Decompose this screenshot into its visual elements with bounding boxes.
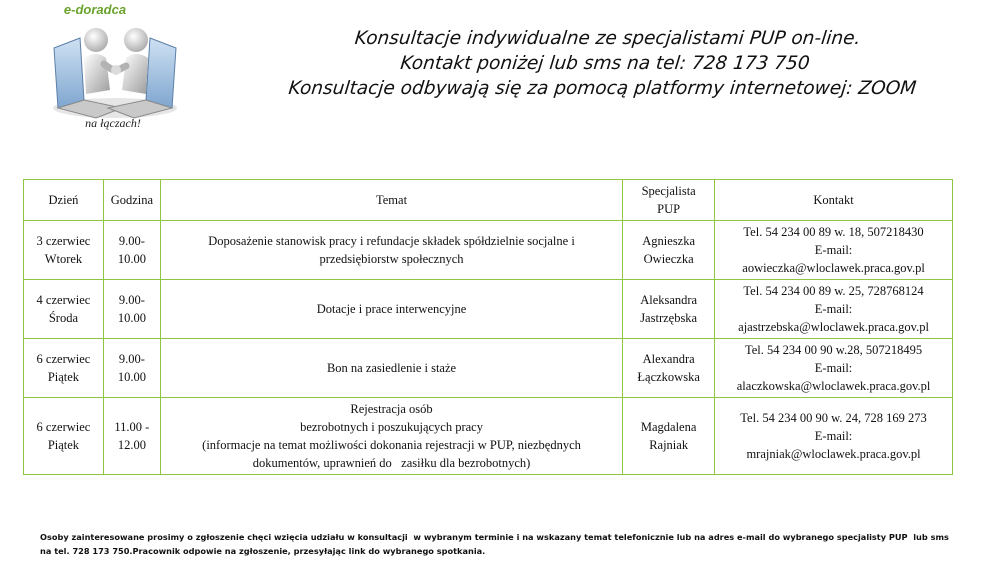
footer-line-2: na tel. 728 173 750.Pracownik odpowie na zgłoszenie, przesyłając link do wybranego spotkania. — [40, 546, 486, 556]
logo-title: e-doradca — [63, 2, 127, 17]
table-row — [24, 221, 953, 280]
email-link[interactable]: ajastrzebska@wloclawek.praca.gov.pl — [738, 320, 929, 334]
table-row — [24, 280, 953, 339]
time-cell: 9.00- 10.00 — [103, 221, 160, 280]
day-cell: 6 czerwiec Piątek — [24, 339, 104, 398]
day-cell: 4 czerwiec Środa — [24, 280, 104, 339]
specialist-cell: Aleksandra Jastrzębska — [623, 280, 715, 339]
column-header-day: Dzień — [24, 180, 104, 221]
specialist-cell: Alexandra Łączkowska — [623, 339, 715, 398]
time-cell: 11.00 - 12.00 — [103, 398, 160, 475]
topic-cell: Doposażenie stanowisk pracy i refundacje składek spółdzielnie socjalne i przedsiębiorstw społecznych — [160, 221, 622, 280]
specialist-cell: Magdalena Rajniak — [623, 398, 715, 475]
header-line-2: Kontakt poniżej lub sms na tel: 728 173 750 — [399, 53, 811, 74]
time-cell: 9.00- 10.00 — [103, 280, 160, 339]
column-header-contact: Kontakt — [715, 180, 953, 221]
time-cell: 9.00- 10.00 — [103, 339, 160, 398]
contact-cell: Tel. 54 234 00 90 w.28, 507218495 E-mail: alaczkowska@wloclawek.praca.gov.pl — [715, 339, 953, 398]
footer-line-1: Osoby zainteresowane prosimy o zgłoszenie chęci wzięcia udziału w konsultacji w wybranym terminie i na wskazany temat telefonicznie lub na adres e-mail do wybranego specjalisty PUP lub sms — [40, 532, 949, 542]
table-row — [24, 398, 953, 475]
day-cell: 6 czerwiec Piątek — [24, 398, 104, 475]
footer-note — [40, 530, 980, 558]
topic-cell: Bon na zasiedlenie i staże — [160, 339, 622, 398]
contact-cell: Tel. 54 234 00 90 w. 24, 728 169 273 E-mail: mrajniak@wloclawek.praca.gov.pl — [715, 398, 953, 475]
header-line-1: Konsultacje indywidualne ze specjalistami PUP on-line. — [353, 28, 862, 49]
column-header-specialist: Specjalista PUP — [623, 180, 715, 221]
column-header-topic: Temat — [160, 180, 622, 221]
email-link[interactable]: alaczkowska@wloclawek.praca.gov.pl — [736, 379, 931, 393]
table-row — [24, 339, 953, 398]
contact-cell: Tel. 54 234 00 89 w. 25, 728768124 E-mail: ajastrzebska@wloclawek.praca.gov.pl — [715, 280, 953, 339]
page-header — [211, 26, 999, 101]
logo-subtitle: na łączach! — [85, 116, 141, 130]
column-header-time: Godzina — [103, 180, 160, 221]
consultation-schedule-table — [23, 179, 953, 475]
email-link[interactable]: aowieczka@wloclawek.praca.gov.pl — [742, 261, 925, 275]
header-line-3: Konsultacje odbywają się za pomocą platformy internetowej: ZOOM — [287, 78, 918, 99]
day-cell: 3 czerwiec Wtorek — [24, 221, 104, 280]
email-link[interactable]: mrajniak@wloclawek.praca.gov.pl — [746, 447, 921, 461]
contact-cell: Tel. 54 234 00 89 w. 18, 507218430 E-mail: aowieczka@wloclawek.praca.gov.pl — [715, 221, 953, 280]
specialist-cell: Agnieszka Owieczka — [623, 221, 715, 280]
topic-cell: Rejestracja osób bezrobotnych i poszukujących pracy (informacje na temat możliwości dokonania rejestracji w PUP, niezbędnych dokumentów, uprawnień do zasiłku dla bezrobotnych) — [160, 398, 622, 475]
table-header-row — [24, 180, 953, 221]
topic-cell: Dotacje i prace interwencyjne — [160, 280, 622, 339]
